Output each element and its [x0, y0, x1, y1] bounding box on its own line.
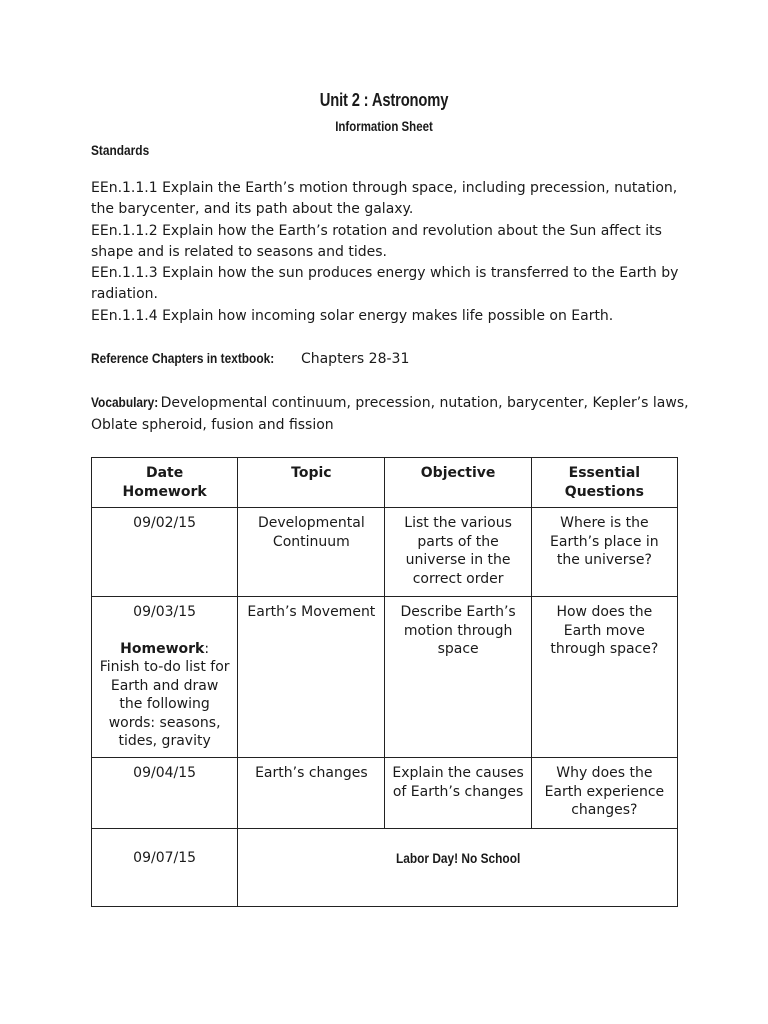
table-row — [92, 758, 678, 829]
cell-date: 09/03/15 — [133, 604, 197, 620]
vocabulary — [91, 391, 691, 436]
schedule-table — [91, 457, 678, 907]
cell-date: 09/07/15 — [92, 829, 238, 907]
homework-colon: : — [204, 640, 210, 657]
cell-topic: Earth’s Movement — [238, 597, 385, 758]
vocabulary-value: Developmental continuum, precession, nutation, barycenter, Kepler’s laws, Oblate spheroid, fusion and fission — [91, 395, 689, 433]
reference-label: Reference Chapters in textbook: — [91, 350, 275, 366]
homework-block — [98, 640, 231, 751]
reference-chapters — [91, 348, 409, 370]
standard-item: EEn.1.1.4 Explain how incoming solar energy makes life possible on Earth. — [91, 307, 614, 324]
table-header-row — [92, 458, 678, 508]
cell-question: How does the Earth move through space? — [531, 597, 677, 758]
table-row — [92, 829, 678, 907]
standards-heading-label: Standards — [91, 142, 150, 158]
cell-objective: Explain the causes of Earth’s changes — [385, 758, 531, 829]
standard-item: EEn.1.1.2 Explain how the Earth’s rotation and revolution about the Sun affect its shape and is related to seasons and tides. — [91, 222, 662, 260]
reference-value: Chapters 28-31 — [300, 351, 410, 367]
standards-list — [91, 178, 691, 327]
cell-topic: Developmental Continuum — [238, 508, 385, 597]
header-essential-questions: Essential Questions — [531, 458, 677, 508]
standards-heading — [91, 140, 159, 159]
homework-text: Finish to-do list for Earth and draw the following words: seasons, tides, gravity — [99, 659, 230, 749]
cell-question: Why does the Earth experience changes? — [531, 758, 677, 829]
standard-item: EEn.1.1.3 Explain how the sun produces energy which is transferred to the Earth by radiation. — [91, 265, 679, 303]
cell-date-homework — [92, 597, 238, 758]
table-row — [92, 508, 678, 597]
cell-topic: Earth’s changes — [238, 758, 385, 829]
table-row — [92, 597, 678, 758]
cell-date: 09/02/15 — [92, 508, 238, 597]
header-homework: Homework — [122, 483, 207, 500]
homework-label: Homework — [120, 640, 205, 657]
cell-objective: List the various parts of the universe in the correct order — [385, 508, 531, 597]
cell-objective: Describe Earth’s motion through space — [385, 597, 531, 758]
labor-day-note: Labor Day! No School — [395, 850, 520, 866]
header-objective: Objective — [385, 458, 531, 508]
document-subtitle: Information Sheet — [335, 118, 433, 134]
cell-question: Where is the Earth’s place in the universe? — [531, 508, 677, 597]
cell-note — [238, 829, 678, 907]
header-date-homework — [92, 458, 238, 508]
document-title: Unit 2 : Astronomy — [319, 90, 449, 110]
header-topic: Topic — [238, 458, 385, 508]
standard-item: EEn.1.1.1 Explain the Earth’s motion through space, including precession, nutation, the barycenter, and its path about the galaxy. — [91, 180, 678, 218]
vocabulary-label: Vocabulary: — [91, 394, 159, 410]
header-date: Date — [145, 465, 184, 481]
cell-date: 09/04/15 — [92, 758, 238, 829]
